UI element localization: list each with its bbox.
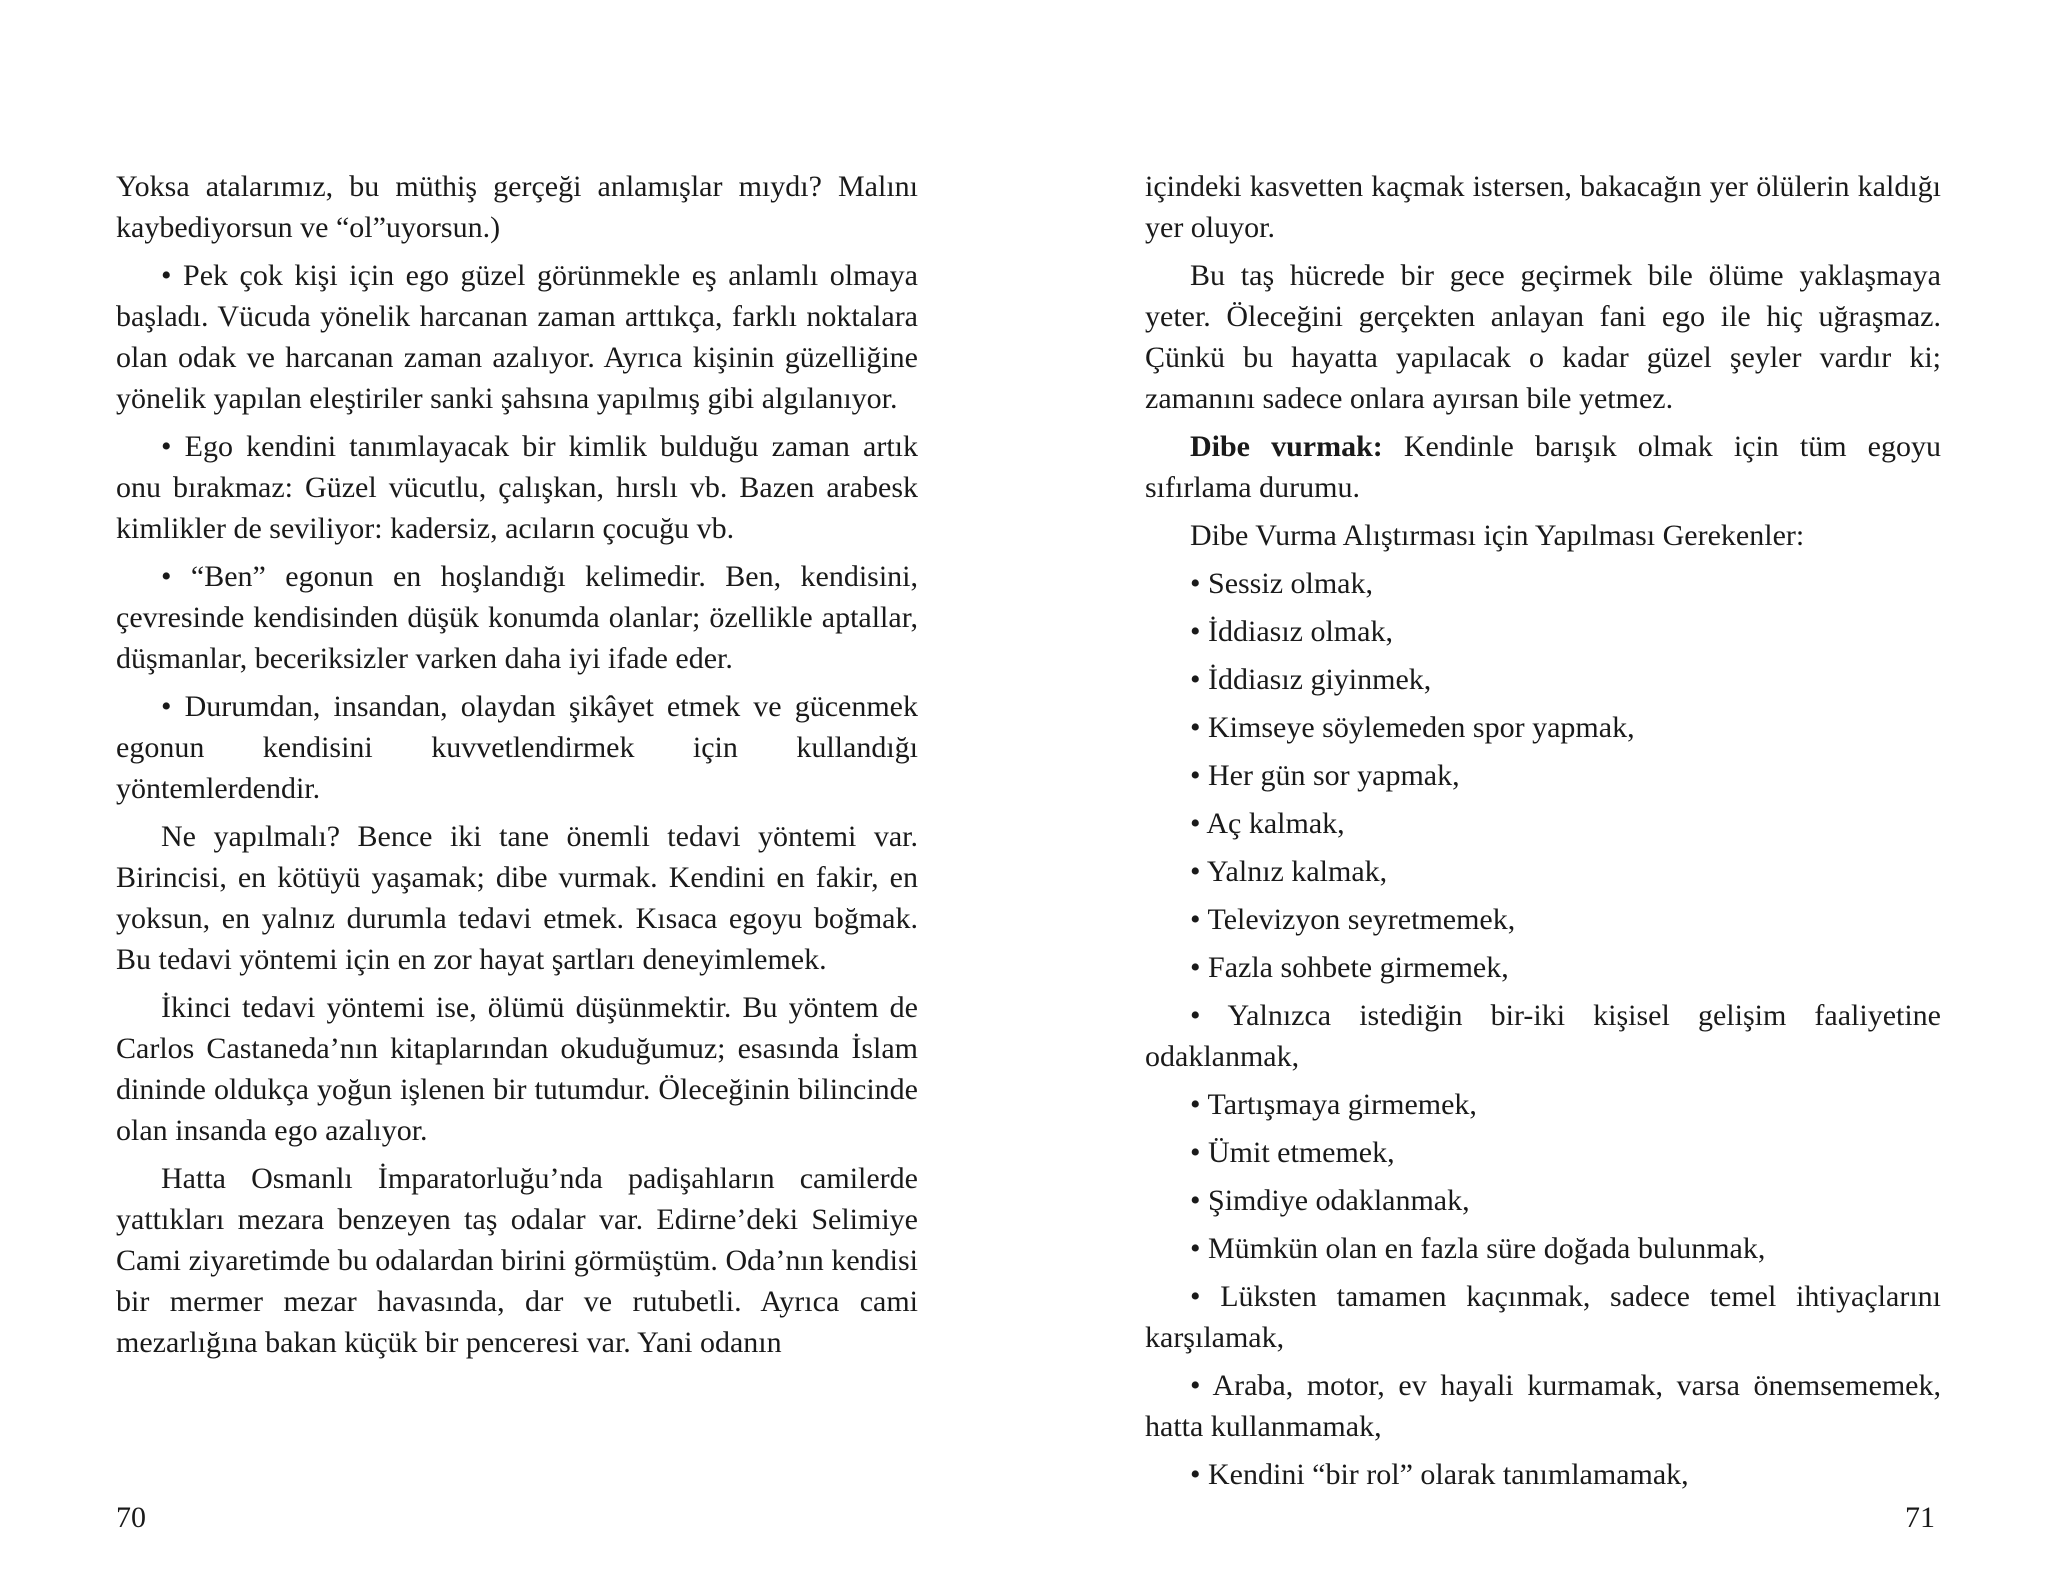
paragraph: • Durumdan, insandan, olaydan şikâyet etmek ve gücenmek egonun kendisini kuvvetlendirmek için kullandığı yöntemlerdendir. (116, 690, 918, 805)
list-item: • Aç kalmak, (1190, 807, 1345, 840)
section-heading-paragraph (1145, 426, 1941, 508)
list-item: • Fazla sohbete girmemek, (1190, 951, 1509, 984)
page-number-right: 71 (1905, 1501, 1935, 1534)
list-item: • Araba, motor, ev hayali kurmamak, varsa önemsememek, hatta kullanmamak, (1145, 1369, 1941, 1443)
list-item: • Her gün sor yapmak, (1190, 759, 1460, 792)
list-item: • İddiasız olmak, (1190, 615, 1393, 648)
list-item: • Sessiz olmak, (1190, 567, 1373, 600)
list-item: • İddiasız giyinmek, (1190, 663, 1432, 696)
list-item: • Mümkün olan en fazla süre doğada bulunmak, (1190, 1232, 1766, 1265)
list-item: • Kimseye söylemeden spor yapmak, (1190, 711, 1635, 744)
list-item: • Kendini “bir rol” olarak tanımlamamak, (1190, 1458, 1689, 1491)
list-item: • Tartışmaya girmemek, (1190, 1088, 1477, 1121)
section-heading: Dibe vurmak: (1190, 430, 1383, 463)
paragraph: • “Ben” egonun en hoşlandığı kelimedir. Ben, kendisini, çevresinde kendisinden düşük konumda olanlar; özellikle aptallar, düşmanlar, beceriksizler varken daha iyi ifade eder. (116, 560, 918, 675)
right-page (1145, 166, 1941, 1502)
paragraph: Bu taş hücrede bir gece geçirmek bile ölüme yaklaşmaya yeter. Öleceğini gerçekten anlayan fani ego ile hiç uğraşmaz. Çünkü bu hayatta yapılacak o kadar güzel şeyler vardır ki; zamanını sadece onlara ayırsan bile yetmez. (1145, 259, 1941, 415)
list-intro: Dibe Vurma Alıştırması için Yapılması Gerekenler: (1190, 519, 1805, 552)
list-item: • Ümit etmemek, (1190, 1136, 1395, 1169)
list-item: • Lüksten tamamen kaçınmak, sadece temel ihtiyaçlarını karşılamak, (1145, 1280, 1941, 1354)
list-item: • Yalnız kalmak, (1190, 855, 1388, 888)
section-heading-text: Kendinle barışık olmak için tüm egoyu sıfırlama durumu. (1145, 430, 1941, 504)
left-page (116, 166, 918, 1370)
paragraph: İkinci tedavi yöntemi ise, ölümü düşünmektir. Bu yöntem de Carlos Castaneda’nın kitaplarından okuduğumuz; esasında İslam dininde oldukça yoğun işlenen bir tutumdur. Öleceğinin bilincinde olan insanda ego azalıyor. (116, 991, 918, 1147)
paragraph: • Pek çok kişi için ego güzel görünmekle eş anlamlı olmaya başladı. Vücuda yönelik harcanan zaman arttıkça, farklı noktalara olan odak ve harcanan zaman azalıyor. Ayrıca kişinin güzelliğine yönelik yapılan eleştiriler sanki şahsına yapılmış gibi algılanıyor. (116, 259, 918, 415)
paragraph: Hatta Osmanlı İmparatorluğu’nda padişahların camilerde yattıkları mezara benzeyen taş odalar var. Edirne’deki Selimiye Cami ziyaretimde bu odalardan birini görmüştüm. Oda’nın kendisi bir mermer mezar havasında, dar ve rutubetli. Ayrıca cami mezarlığına bakan küçük bir penceresi var. Yani odanın (116, 1162, 918, 1359)
paragraph: içindeki kasvetten kaçmak istersen, bakacağın yer ölülerin kaldığı yer oluyor. (1145, 170, 1941, 244)
paragraph: • Ego kendini tanımlayacak bir kimlik bulduğu zaman artık onu bırakmaz: Güzel vücutlu, çalışkan, hırslı vb. Bazen arabesk kimlikler de seviliyor: kadersiz, acıların çocuğu vb. (116, 430, 918, 545)
paragraph: Ne yapılmalı? Bence iki tane önemli tedavi yöntemi var. Birincisi, en kötüyü yaşamak; dibe vurmak. Kendini en fakir, en yoksun, en yalnız durumla tedavi etmek. Kısaca egoyu boğmak. Bu tedavi yöntemi için en zor hayat şartları deneyimlemek. (116, 820, 918, 976)
list-item: • Şimdiye odaklanmak, (1190, 1184, 1470, 1217)
list-item: • Televizyon seyretmemek, (1190, 903, 1516, 936)
list-item: • Yalnızca istediğin bir-iki kişisel gelişim faaliyetine odaklanmak, (1145, 999, 1941, 1073)
paragraph: Yoksa atalarımız, bu müthiş gerçeği anlamışlar mıydı? Malını kaybediyorsun ve “ol”uyorsun.) (116, 170, 918, 244)
page-number-left: 70 (116, 1501, 146, 1534)
